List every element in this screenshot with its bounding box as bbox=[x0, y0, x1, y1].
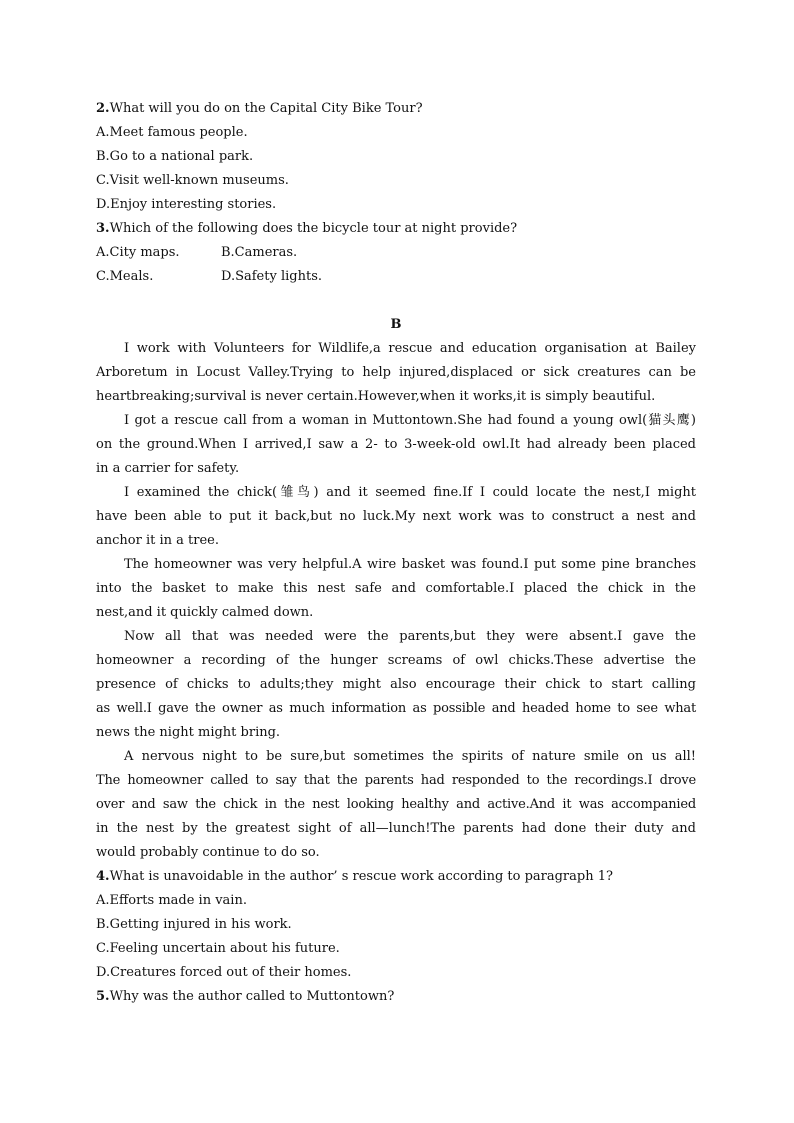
passage-line: Now all that was needed were the parents,but they were absent.I gave the bbox=[124, 629, 696, 644]
exam-page bbox=[96, 97, 696, 1009]
option-a: A.Efforts made in vain. bbox=[96, 893, 247, 908]
passage-paragraph-1 bbox=[96, 337, 696, 409]
passage-line: I got a rescue call from a woman in Muttontown.She had found a young owl(猫头鹰) bbox=[124, 413, 696, 428]
question-2 bbox=[96, 97, 696, 121]
question-5 bbox=[96, 985, 696, 1009]
option-b: B.Getting injured in his work. bbox=[96, 917, 292, 932]
passage-paragraph-3 bbox=[96, 481, 696, 553]
passage-line: homeowner a recording of the hunger screams of owl chicks.These advertise the bbox=[96, 653, 696, 668]
passage-line: heartbreaking;survival is never certain.However,when it works,it is simply beautiful. bbox=[96, 389, 656, 404]
passage-line: I examined the chick(雏鸟) and it seemed fine.If I could locate the nest,I might bbox=[124, 485, 696, 500]
passage-line: on the ground.When I arrived,I saw a 2- to 3-week-old owl.It had already been placed bbox=[96, 437, 696, 452]
passage-line: The homeowner was very helpful.A wire basket was found.I put some pine branches bbox=[124, 557, 696, 572]
question-number: 5. bbox=[96, 989, 110, 1004]
question-text: Which of the following does the bicycle tour at night provide? bbox=[109, 221, 518, 236]
passage-line: nest,and it quickly calmed down. bbox=[96, 605, 314, 620]
passage-paragraph-2 bbox=[96, 409, 696, 481]
passage-line: A nervous night to be sure,but sometimes the spirits of nature smile on us all! bbox=[124, 749, 696, 764]
passage-paragraph-4 bbox=[96, 553, 696, 625]
question-number: 2. bbox=[96, 101, 110, 116]
option-a: A.Meet famous people. bbox=[96, 125, 248, 140]
passage-line: presence of chicks to adults;they might also encourage their chick to start calling bbox=[96, 677, 696, 692]
passage-line: over and saw the chick in the nest looking healthy and active.And it was accompanied bbox=[96, 797, 696, 812]
passage-paragraph-6 bbox=[96, 745, 696, 865]
section-heading: B bbox=[390, 317, 402, 332]
passage-line: in the nest by the greatest sight of all—lunch!The parents had done their duty and bbox=[96, 821, 696, 836]
question-text: What will you do on the Capital City Bike Tour? bbox=[109, 101, 423, 116]
option-d: D.Safety lights. bbox=[221, 269, 322, 284]
option-d: D.Enjoy interesting stories. bbox=[96, 197, 277, 212]
passage-line: I work with Volunteers for Wildlife,a rescue and education organisation at Bailey bbox=[124, 341, 696, 356]
question-number: 4. bbox=[96, 869, 110, 884]
question-text: What is unavoidable in the author’ s rescue work according to paragraph 1? bbox=[109, 869, 613, 884]
question-text: Why was the author called to Muttontown? bbox=[109, 989, 395, 1004]
option-c: C.Feeling uncertain about his future. bbox=[96, 941, 340, 956]
option-a: A.City maps. bbox=[96, 245, 180, 260]
passage-line: would probably continue to do so. bbox=[96, 845, 320, 860]
passage-line: have been able to put it back,but no luck.My next work was to construct a nest and bbox=[96, 509, 696, 524]
passage-line: as well.I gave the owner as much information as possible and headed home to see what bbox=[96, 701, 696, 716]
passage-line: in a carrier for safety. bbox=[96, 461, 240, 476]
option-c: C.Meals. bbox=[96, 269, 154, 284]
question-number: 3. bbox=[96, 221, 110, 236]
passage-line: news the night might bring. bbox=[96, 725, 281, 740]
passage-paragraph-5 bbox=[96, 625, 696, 745]
option-c: C.Visit well-known museums. bbox=[96, 173, 289, 188]
options-row-1 bbox=[96, 241, 696, 265]
options-row-2 bbox=[96, 265, 696, 289]
option-d: D.Creatures forced out of their homes. bbox=[96, 965, 352, 980]
option-b: B.Go to a national park. bbox=[96, 149, 254, 164]
passage-line: into the basket to make this nest safe and comfortable.I placed the chick in the bbox=[96, 581, 696, 596]
passage-line: anchor it in a tree. bbox=[96, 533, 219, 548]
question-4 bbox=[96, 865, 696, 889]
passage-line: Arboretum in Locust Valley.Trying to help injured,displaced or sick creatures can be bbox=[96, 365, 696, 380]
question-3 bbox=[96, 217, 696, 241]
passage-line: The homeowner called to say that the parents had responded to the recordings.I drove bbox=[96, 773, 696, 788]
option-b: B.Cameras. bbox=[221, 245, 298, 260]
